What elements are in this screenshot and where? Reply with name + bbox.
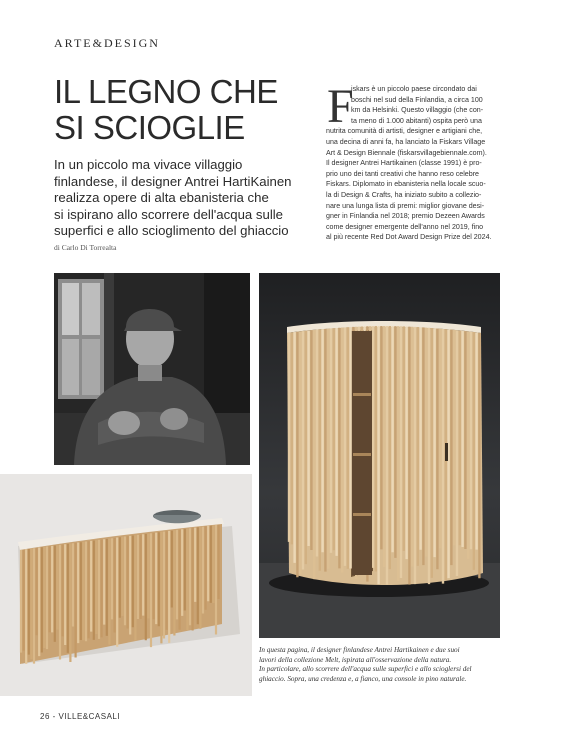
- body-line: prio uno dei tanti creativi che hanno reso celebre: [326, 169, 480, 178]
- caption-line: In particolare, allo scorrere dell'acqua sulle superfici e allo scioglersi del: [259, 665, 472, 674]
- photo-caption: [259, 646, 509, 684]
- console-photo: [0, 474, 252, 696]
- headline-line-1: IL LEGNO CHE: [54, 73, 278, 110]
- page-folio: 26 - VILLE&CASALI: [40, 712, 121, 721]
- body-line: nutrita comunità di artisti, designer e artigiani che,: [326, 127, 483, 136]
- lede-line: realizza opere di alta ebanisteria che: [54, 190, 269, 205]
- designer-portrait-illustration: [54, 273, 250, 465]
- lede: [54, 157, 304, 240]
- caption-line: lavori della collezione Melt, ispirata all'osservazione della natura.: [259, 655, 452, 664]
- body-line: la di Design & Crafts, ha iniziato subito a collezio-: [326, 190, 482, 199]
- body-line: nare una lunga lista di premi: miglior giovane desi-: [326, 201, 485, 210]
- caption-line: ghiaccio. Sopra, una credenza e, a fianco, una console in pino naturale.: [259, 674, 467, 683]
- body-line: km da Helsinki. Questo villaggio (che con-: [351, 106, 484, 115]
- body-line: Art & Design Biennale (fiskarsvillagebiennale.com).: [326, 148, 487, 157]
- body-text: [326, 80, 502, 243]
- body-line: ta meno di 1.000 abitanti) ospita però una: [351, 116, 482, 125]
- body-line: gner in Finlandia nel 2018; premio Dezeen Awards: [326, 212, 485, 221]
- sideboard-illustration: [259, 273, 500, 638]
- body-line: Il designer Antrei Hartikainen (classe 1991) è pro-: [326, 159, 482, 168]
- body-line: una decina di anni fa, ha lanciato la Fiskars Village: [326, 137, 486, 146]
- designer-portrait-photo: [54, 273, 250, 465]
- drop-cap: F: [327, 80, 354, 133]
- sideboard-photo: [259, 273, 500, 638]
- headline: [54, 74, 314, 146]
- lede-line: In un piccolo ma vivace villaggio: [54, 157, 243, 172]
- section-label: ARTE&DESIGN: [54, 36, 160, 50]
- body-line: iskars è un piccolo paese circondato dai: [351, 85, 477, 93]
- body-line: al più recente Red Dot Award Design Prize del 2024.: [326, 233, 492, 242]
- console-illustration: [0, 474, 252, 696]
- caption-line: In questa pagina, il designer finlandese Antrei Hartikainen e due suoi: [259, 646, 460, 654]
- lede-line: si ispirano allo scorrere dell'acqua sulle: [54, 206, 284, 222]
- body-line: boschi nel sud della Finlandia, a circa 100: [351, 95, 483, 104]
- headline-line-2: SI SCIOGLIE: [54, 109, 245, 146]
- body-line: Fiskars. Diplomato in ebanisteria nella locale scuo-: [326, 180, 486, 189]
- byline: di Carlo Di Torrealta: [54, 243, 117, 252]
- lede-line: superfici e allo scioglimento del ghiaccio: [54, 223, 289, 238]
- body-line: come designer emergente dell'anno nel 2019, fino: [326, 222, 484, 231]
- lede-line: finlandese, il designer Antrei HartiKainen: [54, 173, 292, 189]
